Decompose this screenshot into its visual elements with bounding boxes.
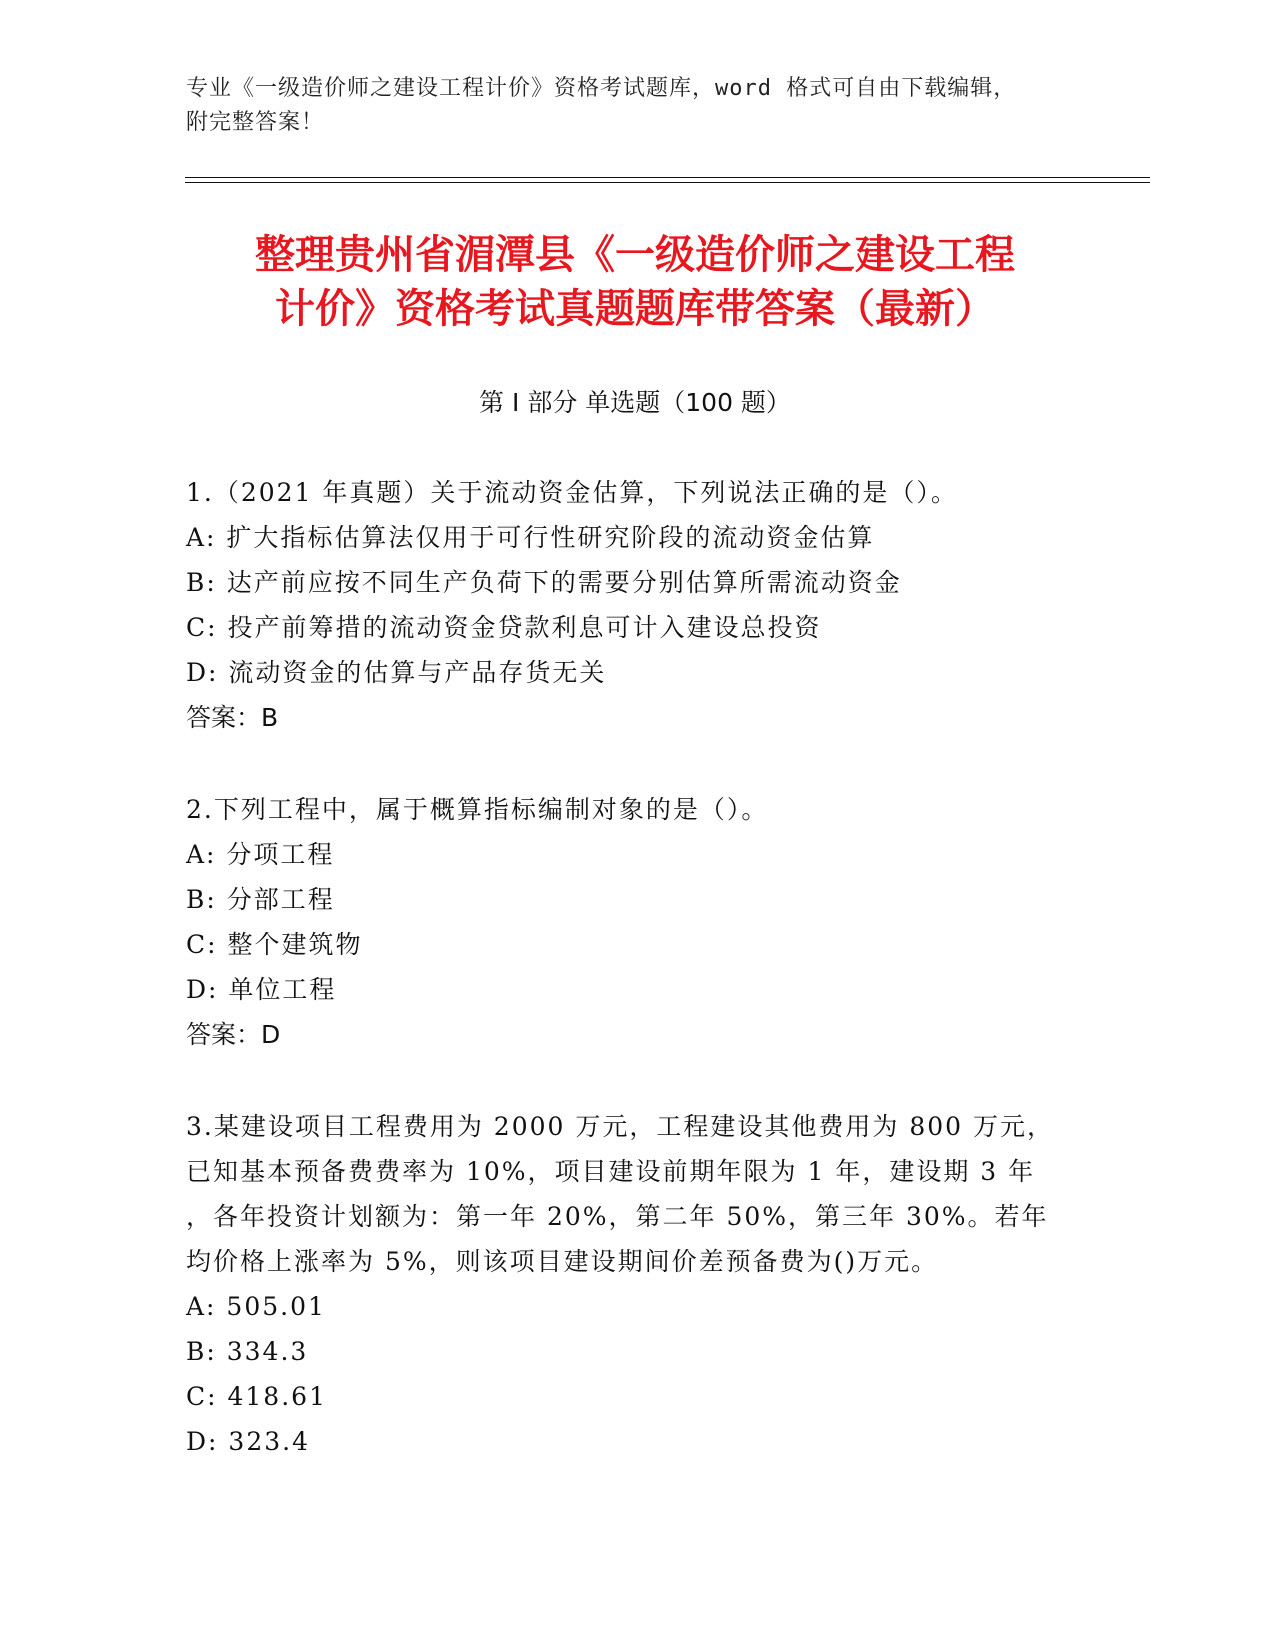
section-title: 第 I 部分 单选题（100 题） xyxy=(479,388,791,417)
option-d: D: 流动资金的估算与产品存货无关 xyxy=(186,658,607,687)
answer: 答案：D xyxy=(186,1020,281,1049)
document-title-line: 计价》资格考试真题题库带答案（最新） xyxy=(275,286,995,332)
answer: 答案：B xyxy=(186,703,279,732)
option-b: B: 分部工程 xyxy=(186,885,335,914)
option-a: A: 分项工程 xyxy=(186,840,335,869)
header-note xyxy=(186,72,1086,140)
option-c: C: 整个建筑物 xyxy=(186,930,363,959)
question-stem: 均价格上涨率为 5%，则该项目建设期间价差预备费为()万元。 xyxy=(186,1247,939,1276)
document-title xyxy=(185,228,1085,336)
header-divider xyxy=(185,182,1150,183)
option-c: C: 418.61 xyxy=(186,1382,327,1411)
question-2 xyxy=(186,787,1106,1057)
question-stem: ，各年投资计划额为：第一年 20%，第二年 50%，第三年 30%。若年 xyxy=(186,1202,1049,1231)
header-note-line: 专业《一级造价师之建设工程计价》资格考试题库，word 格式可自由下载编辑， xyxy=(186,76,1017,101)
question-3 xyxy=(186,1104,1106,1464)
option-b: B: 达产前应按不同生产负荷下的需要分别估算所需流动资金 xyxy=(186,568,902,597)
question-stem: 1.（2021 年真题）关于流动资金估算，下列说法正确的是（）。 xyxy=(186,478,958,507)
question-1 xyxy=(186,470,1106,740)
question-stem: 2.下列工程中，属于概算指标编制对象的是（）。 xyxy=(186,795,769,824)
option-a: A: 扩大指标估算法仅用于可行性研究阶段的流动资金估算 xyxy=(186,523,875,552)
header-note-line: 附完整答案！ xyxy=(186,110,325,135)
question-stem: 已知基本预备费费率为 10%，项目建设前期年限为 1 年，建设期 3 年 xyxy=(186,1157,1036,1186)
option-d: D: 单位工程 xyxy=(186,975,337,1004)
option-b: B: 334.3 xyxy=(186,1337,309,1366)
option-d: D: 323.4 xyxy=(186,1427,310,1456)
question-stem: 3.某建设项目工程费用为 2000 万元，工程建设其他费用为 800 万元， xyxy=(186,1112,1054,1141)
option-c: C: 投产前筹措的流动资金贷款利息可计入建设总投资 xyxy=(186,613,822,642)
document-title-line: 整理贵州省湄潭县《一级造价师之建设工程 xyxy=(255,232,1015,278)
option-a: A: 505.01 xyxy=(186,1292,326,1321)
header-divider xyxy=(185,177,1150,178)
